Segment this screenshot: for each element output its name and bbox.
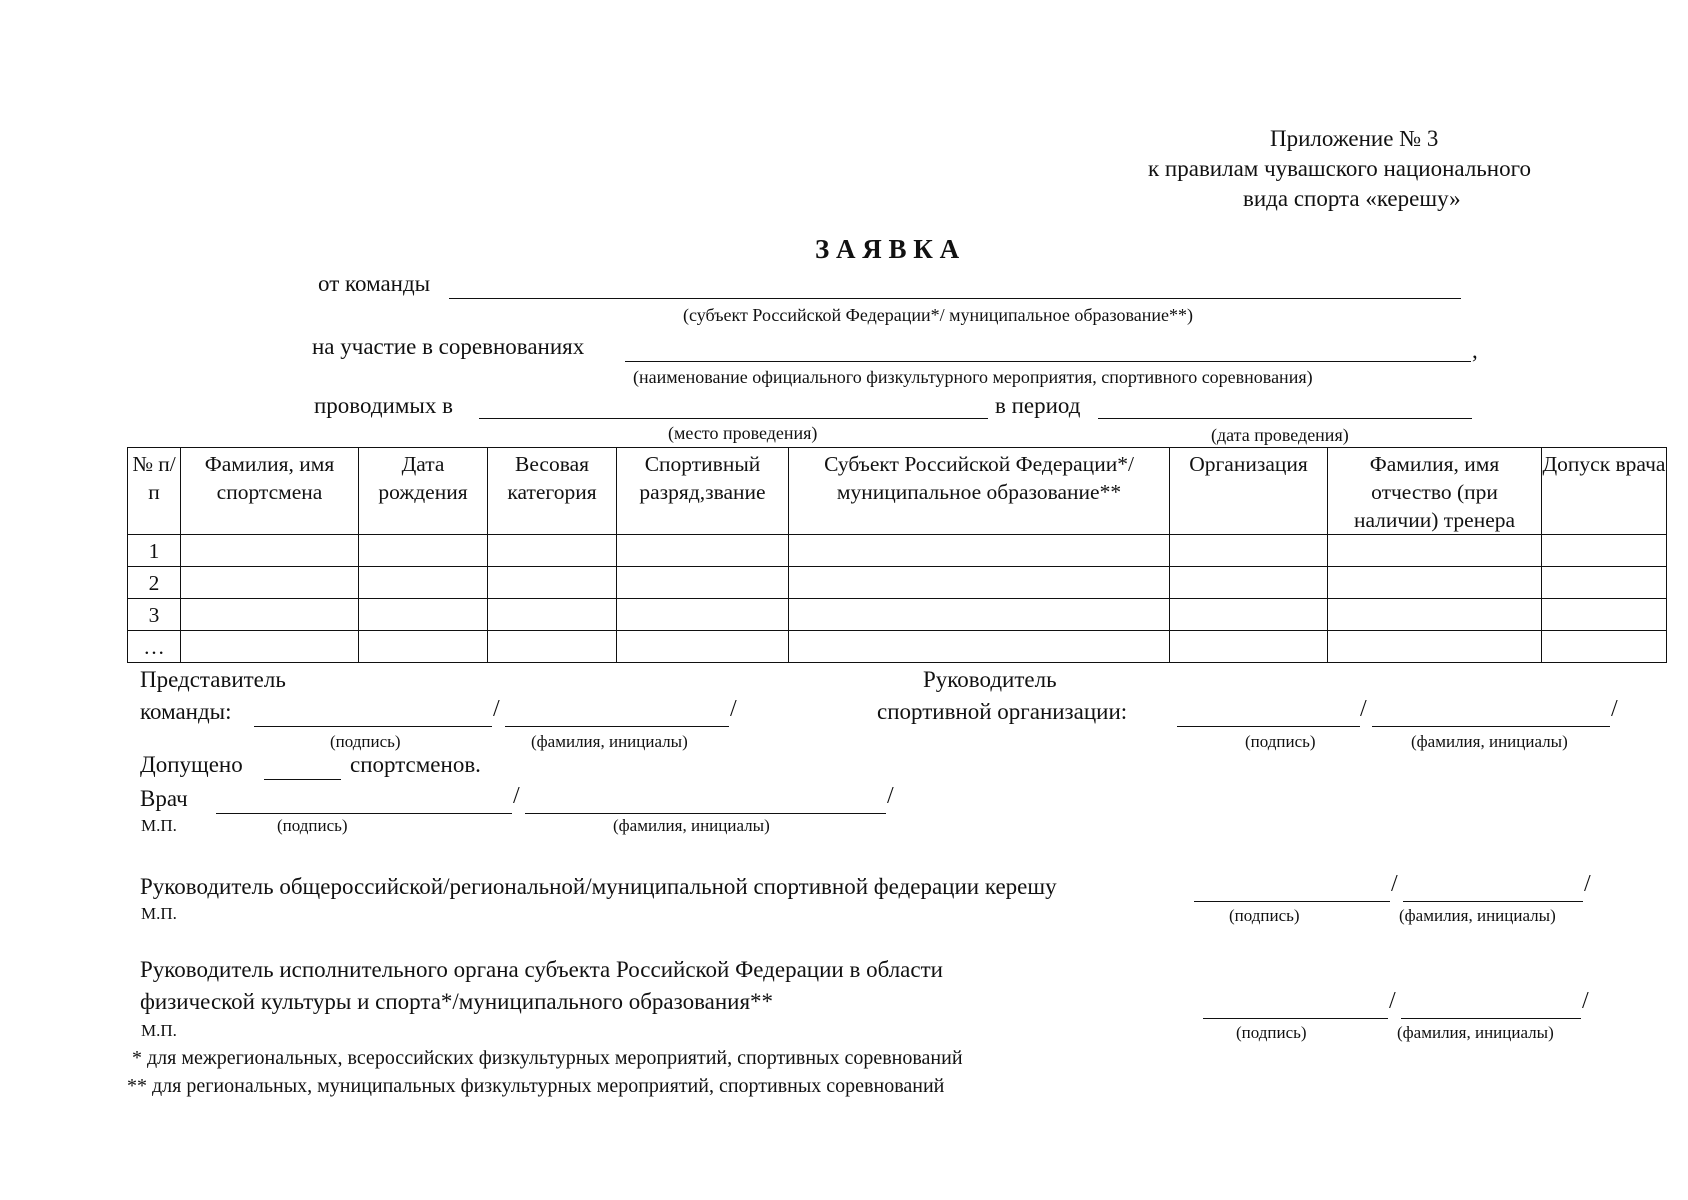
federation-label: Руководитель общероссийской/региональной/муниципальной спортивной федерации керешу — [140, 874, 1057, 899]
doctor-stamp: М.П. — [141, 816, 177, 835]
slash-separator: / — [1391, 871, 1398, 897]
table-cell[interactable] — [1542, 567, 1667, 599]
table-cell[interactable] — [181, 599, 359, 631]
table-cell[interactable] — [1542, 599, 1667, 631]
slash-separator: / — [887, 783, 894, 809]
appendix-line-1: Приложение № 3 — [1270, 126, 1439, 151]
row-number: 2 — [128, 567, 181, 599]
athletes-table — [127, 447, 1667, 663]
org-head-name-field[interactable] — [1372, 726, 1610, 727]
federation-name-field[interactable] — [1403, 901, 1583, 902]
table-cell[interactable] — [789, 535, 1170, 567]
date-field[interactable] — [1098, 418, 1472, 419]
col-header-athlete-name: Фамилия, имя спортсмена — [181, 448, 359, 535]
appendix-line-2: к правилам чувашского национального — [1148, 156, 1531, 181]
doctor-sign-hint: (подпись) — [277, 816, 348, 835]
held-in-label: проводимых в — [314, 393, 453, 418]
competition-name-hint: (наименование официального физкультурного мероприятия, спортивного соревнования) — [633, 367, 1313, 387]
date-hint: (дата проведения) — [1211, 425, 1349, 445]
representative-signature-field[interactable] — [254, 726, 492, 727]
doctor-signature-field[interactable] — [216, 813, 512, 814]
table-cell[interactable] — [1328, 567, 1542, 599]
table-cell[interactable] — [1542, 631, 1667, 663]
slash-separator: / — [1582, 988, 1589, 1014]
admitted-count-field[interactable] — [264, 779, 341, 780]
federation-name-hint: (фамилия, инициалы) — [1399, 906, 1556, 925]
executive-stamp: М.П. — [141, 1021, 177, 1040]
org-head-sign-hint: (подпись) — [1245, 732, 1316, 751]
table-header-row — [128, 448, 1667, 535]
table-cell[interactable] — [488, 599, 617, 631]
col-header-number: № п/п — [128, 448, 181, 535]
table-cell[interactable] — [359, 599, 488, 631]
competition-name-field[interactable] — [625, 361, 1471, 362]
org-head-label-2: спортивной организации: — [877, 699, 1128, 724]
table-cell[interactable] — [181, 535, 359, 567]
table-cell[interactable] — [488, 631, 617, 663]
federation-sign-hint: (подпись) — [1229, 906, 1300, 925]
table-cell[interactable] — [617, 567, 789, 599]
col-header-organization: Организация — [1170, 448, 1328, 535]
executive-name-hint: (фамилия, инициалы) — [1397, 1023, 1554, 1042]
table-cell[interactable] — [1170, 535, 1328, 567]
row-number: … — [128, 631, 181, 663]
period-label: в период — [995, 393, 1081, 418]
org-head-name-hint: (фамилия, инициалы) — [1411, 732, 1568, 751]
table-cell[interactable] — [789, 631, 1170, 663]
table-cell[interactable] — [181, 567, 359, 599]
representative-name-hint: (фамилия, инициалы) — [531, 732, 688, 751]
doctor-name-field[interactable] — [525, 813, 886, 814]
table-cell[interactable] — [488, 535, 617, 567]
col-header-sport-rank: Спортивный разряд,звание — [617, 448, 789, 535]
federation-signature-field[interactable] — [1194, 901, 1390, 902]
col-header-doctor-admission: Допуск врача — [1542, 448, 1667, 535]
slash-separator: / — [1611, 696, 1618, 722]
table-cell[interactable] — [1170, 631, 1328, 663]
org-head-signature-field[interactable] — [1177, 726, 1360, 727]
table-cell[interactable] — [359, 535, 488, 567]
representative-sign-hint: (подпись) — [330, 732, 401, 751]
footnote-double-asterisk: ** для региональных, муниципальных физкультурных мероприятий, спортивных соревнований — [127, 1075, 945, 1097]
slash-separator: / — [1584, 871, 1591, 897]
executive-name-field[interactable] — [1401, 1018, 1581, 1019]
representative-label-2: команды: — [140, 699, 232, 724]
col-header-region: Субъект Российской Федерации*/ муниципальное образование** — [789, 448, 1170, 535]
row-number: 1 — [128, 535, 181, 567]
representative-name-field[interactable] — [505, 726, 729, 727]
venue-hint: (место проведения) — [668, 423, 818, 443]
executive-signature-field[interactable] — [1203, 1018, 1388, 1019]
participation-comma: , — [1472, 338, 1478, 363]
slash-separator: / — [513, 783, 520, 809]
table-cell[interactable] — [1542, 535, 1667, 567]
slash-separator: / — [493, 696, 500, 722]
col-header-birth-date: Дата рождения — [359, 448, 488, 535]
from-team-label: от команды — [318, 271, 431, 296]
table-cell[interactable] — [181, 631, 359, 663]
table-cell[interactable] — [1328, 599, 1542, 631]
from-team-hint: (субъект Российской Федерации*/ муниципальное образование**) — [683, 305, 1193, 325]
table-row — [128, 631, 1667, 663]
document-title: З А Я В К А — [815, 234, 960, 264]
executive-label-2: физической культуры и спорта*/муниципального образования** — [140, 989, 774, 1014]
doctor-label: Врач — [140, 786, 188, 811]
from-team-field[interactable] — [449, 298, 1461, 299]
org-head-label-1: Руководитель — [923, 667, 1057, 692]
participation-label: на участие в соревнованиях — [312, 334, 585, 359]
footnote-single-asterisk: * для межрегиональных, всероссийских физкультурных мероприятий, спортивных соревнований — [132, 1047, 963, 1069]
representative-label-1: Представитель — [140, 667, 286, 692]
table-row — [128, 567, 1667, 599]
slash-separator: / — [730, 696, 737, 722]
slash-separator: / — [1360, 696, 1367, 722]
venue-field[interactable] — [479, 418, 988, 419]
executive-sign-hint: (подпись) — [1236, 1023, 1307, 1042]
table-cell[interactable] — [488, 567, 617, 599]
slash-separator: / — [1389, 988, 1396, 1014]
table-cell[interactable] — [1328, 535, 1542, 567]
admitted-label: Допущено — [140, 752, 243, 777]
col-header-coach-name: Фамилия, имя отчество (при наличии) тренера — [1328, 448, 1542, 535]
doctor-name-hint: (фамилия, инициалы) — [613, 816, 770, 835]
federation-stamp: М.П. — [141, 904, 177, 923]
executive-label-1: Руководитель исполнительного органа субъекта Российской Федерации в области — [140, 957, 943, 982]
table-row — [128, 599, 1667, 631]
table-cell[interactable] — [359, 631, 488, 663]
table-cell[interactable] — [1170, 567, 1328, 599]
table-cell[interactable] — [617, 535, 789, 567]
table-cell[interactable] — [359, 567, 488, 599]
table-cell[interactable] — [617, 631, 789, 663]
row-number: 3 — [128, 599, 181, 631]
appendix-line-3: вида спорта «керешу» — [1243, 186, 1461, 211]
col-header-weight-category: Весовая категория — [488, 448, 617, 535]
admitted-suffix: спортсменов. — [350, 752, 481, 777]
table-cell[interactable] — [617, 599, 789, 631]
table-row — [128, 535, 1667, 567]
table-cell[interactable] — [789, 599, 1170, 631]
table-cell[interactable] — [1170, 599, 1328, 631]
table-cell[interactable] — [1328, 631, 1542, 663]
table-cell[interactable] — [789, 567, 1170, 599]
